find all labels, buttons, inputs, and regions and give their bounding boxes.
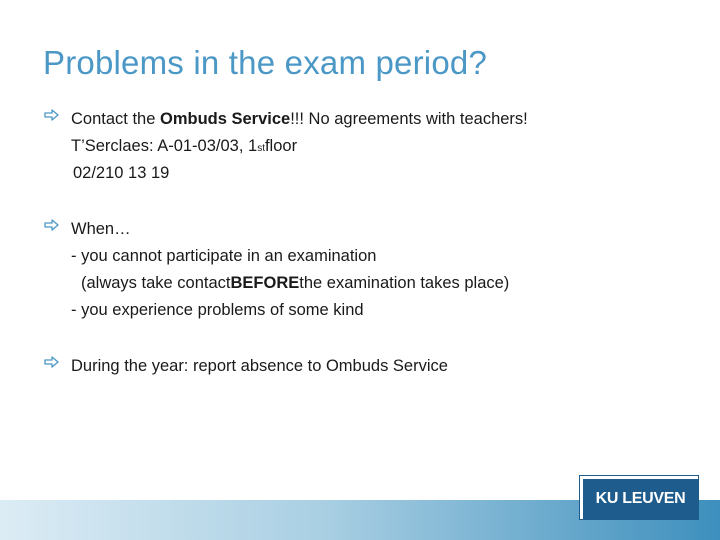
address-line: T’Serclaes: A-01-03/03, 1 st floor bbox=[44, 133, 684, 160]
ombuds-service-emphasis: Ombuds Service bbox=[159, 110, 291, 128]
bullet-contact bbox=[44, 104, 684, 187]
text-pre: Contact the bbox=[71, 110, 160, 128]
floor-text: floor bbox=[264, 137, 298, 155]
logo-text: KU LEUVEN bbox=[595, 490, 686, 507]
bullet-line bbox=[44, 104, 684, 133]
when-item-1-note bbox=[44, 270, 684, 297]
note-pre: (always take contact bbox=[81, 274, 231, 292]
when-item-2: - you experience problems of some kind bbox=[71, 301, 364, 319]
bullet-text bbox=[71, 106, 528, 133]
ku-leuven-logo bbox=[580, 476, 698, 519]
arrow-right-icon bbox=[44, 104, 71, 124]
note-post: the examination takes place) bbox=[299, 274, 510, 292]
bullet-line bbox=[44, 351, 684, 380]
bullet-when bbox=[44, 214, 684, 324]
when-heading: When… bbox=[71, 220, 131, 238]
phone-line: 02/210 13 19 bbox=[73, 164, 170, 182]
arrow-right-icon bbox=[44, 214, 71, 234]
slide-content bbox=[44, 104, 684, 407]
when-item-1: - you cannot participate in an examination bbox=[71, 247, 377, 265]
address-text: T’Serclaes: A-01-03/03, 1 bbox=[71, 137, 258, 155]
bullet-during-year bbox=[44, 351, 684, 380]
text-post: !!! No agreements with teachers! bbox=[290, 110, 528, 128]
before-emphasis: BEFORE bbox=[230, 274, 300, 292]
slide-title: Problems in the exam period? bbox=[43, 44, 487, 81]
bullet-text: During the year: report absence to Ombuds Service bbox=[71, 357, 448, 375]
arrow-right-icon bbox=[44, 351, 71, 371]
bullet-line bbox=[44, 214, 684, 243]
